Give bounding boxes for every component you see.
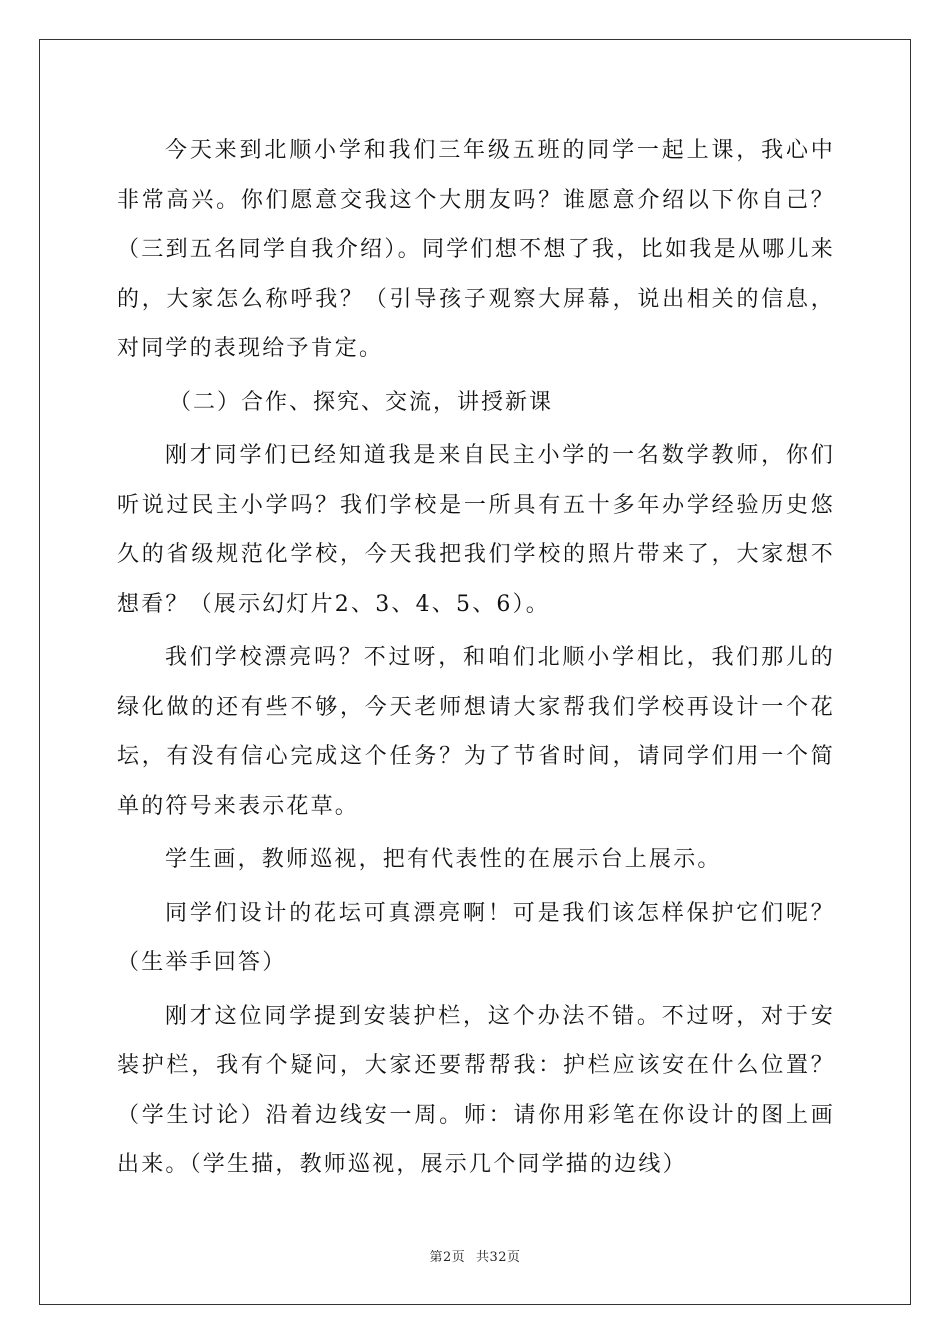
page-number: 第2页 xyxy=(429,1250,466,1265)
paragraph-fence: 刚才这位同学提到安装护栏，这个办法不错。不过呀，对于安装护栏，我有个疑问，大家还要帮帮我：护栏应该安在什么位置？（学生讨论）沿着边线安一周。师：请你用彩笔在你设计的图上画出来。（学生描，教师巡视，展示几个同学描的边线） xyxy=(117,1003,835,1177)
total-pages: 共32页 xyxy=(475,1250,521,1265)
paragraph-intro: 今天来到北顺小学和我们三年级五班的同学一起上课，我心中非常高兴。你们愿意交我这个大朋友吗？谁愿意介绍以下你自己？（三到五名同学自我介绍）。同学们想不想了我，比如我是从哪儿来的，大家怎么称呼我？（引导孩子观察大屏幕，说出相关的信息，对同学的表现给予肯定。 xyxy=(117,138,835,361)
paragraph-protect-question: 同学们设计的花坛可真漂亮啊！可是我们该怎样保护它们呢？（生举手回答） xyxy=(117,900,835,975)
section-heading: （二）合作、探究、交流，讲授新课 xyxy=(169,389,554,415)
document-body xyxy=(117,126,835,1194)
paragraph-school-intro: 刚才同学们已经知道我是来自民主小学的一名数学教师，你们听说过民主小学吗？我们学校是一所具有五十多年办学经验历史悠久的省级规范化学校，今天我把我们学校的照片带来了，大家想不想看？（展示幻灯片2、3、4、5、6）。 xyxy=(117,443,835,617)
paragraph-flowerbed-task: 我们学校漂亮吗？不过呀，和咱们北顺小学相比，我们那儿的绿化做的还有些不够，今天老师想请大家帮我们学校再设计一个花坛，有没有信心完成这个任务？为了节省时间，请同学们用一个简单的符号来表示花草。 xyxy=(117,645,835,819)
paragraph-student-drawing: 学生画，教师巡视，把有代表性的在展示台上展示。 xyxy=(165,847,722,872)
page-footer xyxy=(0,1246,950,1265)
